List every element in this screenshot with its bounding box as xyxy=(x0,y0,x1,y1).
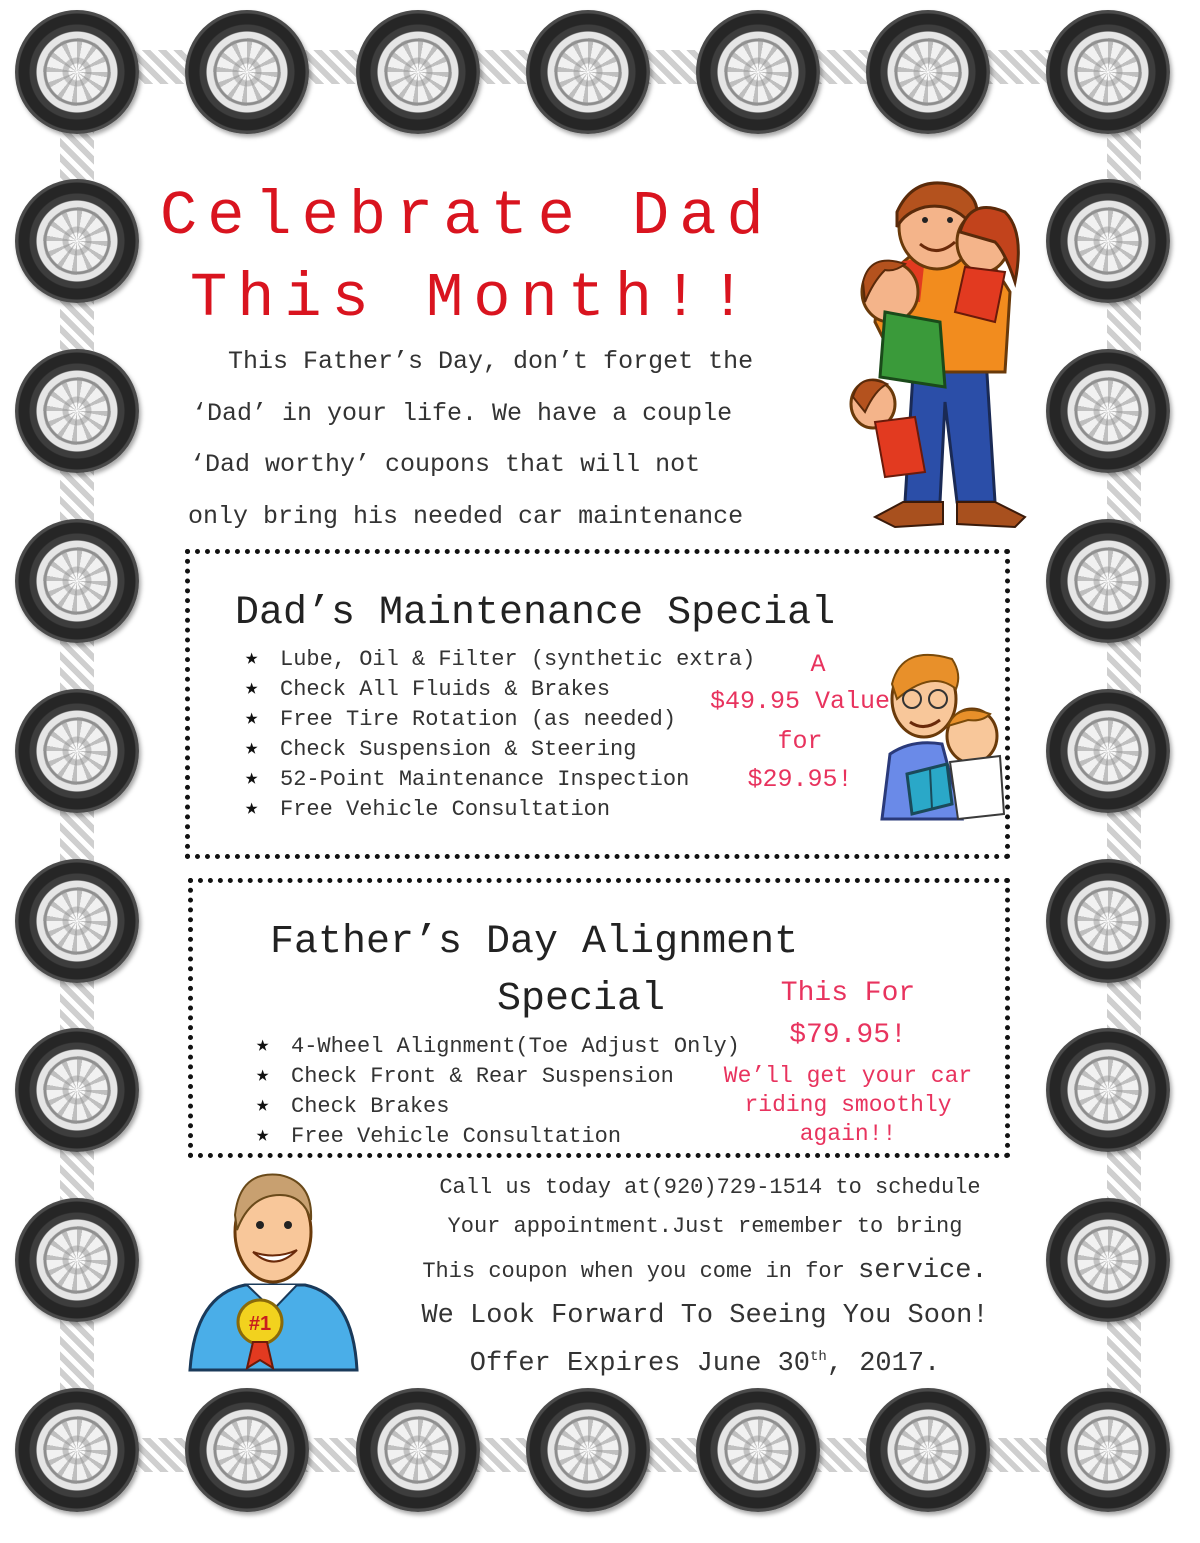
footer-line-3 xyxy=(385,1258,1025,1285)
tire-icon xyxy=(15,689,139,813)
alignment-tagline-line-2: riding smoothly xyxy=(744,1092,952,1118)
black-star-icon: ★ xyxy=(245,766,259,791)
headline-line-2: This Month!! xyxy=(190,263,757,334)
tire-icon xyxy=(1046,1028,1170,1152)
footer-line-2: Your appointment.Just remember to bring xyxy=(447,1214,963,1239)
maintenance-price-line-1: A xyxy=(810,650,826,679)
tire-icon xyxy=(1046,1388,1170,1512)
alignment-item-label: Free Vehicle Consultation xyxy=(291,1124,622,1149)
offer-expiry-suffix: th xyxy=(810,1349,827,1365)
tire-icon xyxy=(15,1388,139,1512)
black-star-icon: ★ xyxy=(245,676,259,701)
black-star-icon: ★ xyxy=(245,796,259,821)
tire-icon xyxy=(1046,349,1170,473)
alignment-tagline-line-1: We’ll get your car xyxy=(723,1063,973,1089)
maintenance-item-label: Check Suspension & Steering xyxy=(280,737,637,762)
footer-line-4: We Look Forward To Seeing You Soon! xyxy=(421,1301,989,1331)
intro-line-3: ‘Dad worthy’ coupons that will not xyxy=(190,450,701,479)
intro-line-4: only bring his needed car maintenance xyxy=(188,502,744,531)
tire-icon xyxy=(15,519,139,643)
tire-icon xyxy=(526,10,650,134)
maintenance-price-line-2: $49.95 Value xyxy=(709,687,891,716)
tire-icon xyxy=(15,349,139,473)
tire-icon xyxy=(526,1388,650,1512)
tire-icon xyxy=(15,1198,139,1322)
alignment-item-label: 4-Wheel Alignment(Toe Adjust Only) xyxy=(291,1034,740,1059)
maintenance-item-label: Free Vehicle Consultation xyxy=(280,797,611,822)
footer-line-5 xyxy=(385,1350,1025,1378)
tire-icon xyxy=(696,10,820,134)
tire-icon xyxy=(1046,1198,1170,1322)
tire-icon xyxy=(185,10,309,134)
tire-icon xyxy=(15,10,139,134)
tire-icon xyxy=(356,10,480,134)
tire-icon xyxy=(1046,179,1170,303)
intro-line-1: This Father’s Day, don’t forget the xyxy=(228,347,754,376)
alignment-price-line-1: This For xyxy=(780,978,916,1009)
tire-icon xyxy=(866,10,990,134)
maintenance-coupon xyxy=(185,549,1010,859)
alignment-coupon-title-line-2: Special xyxy=(497,977,666,1022)
tire-icon xyxy=(1046,859,1170,983)
maintenance-coupon-title: Dad’s Maintenance Special xyxy=(235,591,836,636)
footer-line-3-service: service. xyxy=(858,1256,988,1286)
maintenance-price-line-3: for xyxy=(777,727,823,756)
alignment-item-label: Check Front & Rear Suspension xyxy=(291,1064,674,1089)
alignment-coupon-title-line-1: Father’s Day Alignment xyxy=(270,920,799,965)
maintenance-item-label: Lube, Oil & Filter (synthetic extra) xyxy=(280,647,756,672)
tire-icon xyxy=(1046,689,1170,813)
tire-icon xyxy=(696,1388,820,1512)
tire-icon xyxy=(356,1388,480,1512)
number-one-dad-illustration xyxy=(185,1160,360,1375)
intro-line-2: ‘Dad’ in your life. We have a couple xyxy=(192,399,733,428)
black-star-icon: ★ xyxy=(256,1123,270,1148)
alignment-tagline xyxy=(703,1065,993,1146)
offer-expiry-text: Offer Expires June 30 xyxy=(469,1349,811,1379)
maintenance-price-callout xyxy=(700,652,900,792)
tire-icon xyxy=(1046,10,1170,134)
alignment-price-callout xyxy=(738,980,958,1050)
offer-expiry-year: , 2017. xyxy=(826,1349,941,1379)
maintenance-item-label: Check All Fluids & Brakes xyxy=(280,677,611,702)
tire-icon xyxy=(15,1028,139,1152)
tire-icon xyxy=(185,1388,309,1512)
tire-icon xyxy=(15,179,139,303)
black-star-icon: ★ xyxy=(245,646,259,671)
tire-icon xyxy=(15,859,139,983)
black-star-icon: ★ xyxy=(245,706,259,731)
maintenance-price-line-4: $29.95! xyxy=(747,765,853,794)
footer-line-3-text: This coupon when you come in for xyxy=(422,1259,859,1284)
alignment-tagline-line-3: again!! xyxy=(799,1121,897,1147)
footer-line-1: Call us today at(920)729-1514 to schedule xyxy=(439,1175,981,1200)
black-star-icon: ★ xyxy=(256,1093,270,1118)
alignment-coupon xyxy=(188,878,1010,1158)
black-star-icon: ★ xyxy=(256,1063,270,1088)
tire-icon xyxy=(866,1388,990,1512)
badge-number: #1 xyxy=(248,1313,272,1335)
family-hug-illustration xyxy=(845,172,1030,532)
alignment-item-label: Check Brakes xyxy=(291,1094,450,1119)
tire-icon xyxy=(1046,519,1170,643)
black-star-icon: ★ xyxy=(245,736,259,761)
black-star-icon: ★ xyxy=(256,1033,270,1058)
alignment-price-line-2: $79.95! xyxy=(789,1020,907,1051)
maintenance-item-label: 52-Point Maintenance Inspection xyxy=(280,767,690,792)
headline-line-1: Celebrate Dad xyxy=(160,181,774,252)
maintenance-item-label: Free Tire Rotation (as needed) xyxy=(280,707,677,732)
